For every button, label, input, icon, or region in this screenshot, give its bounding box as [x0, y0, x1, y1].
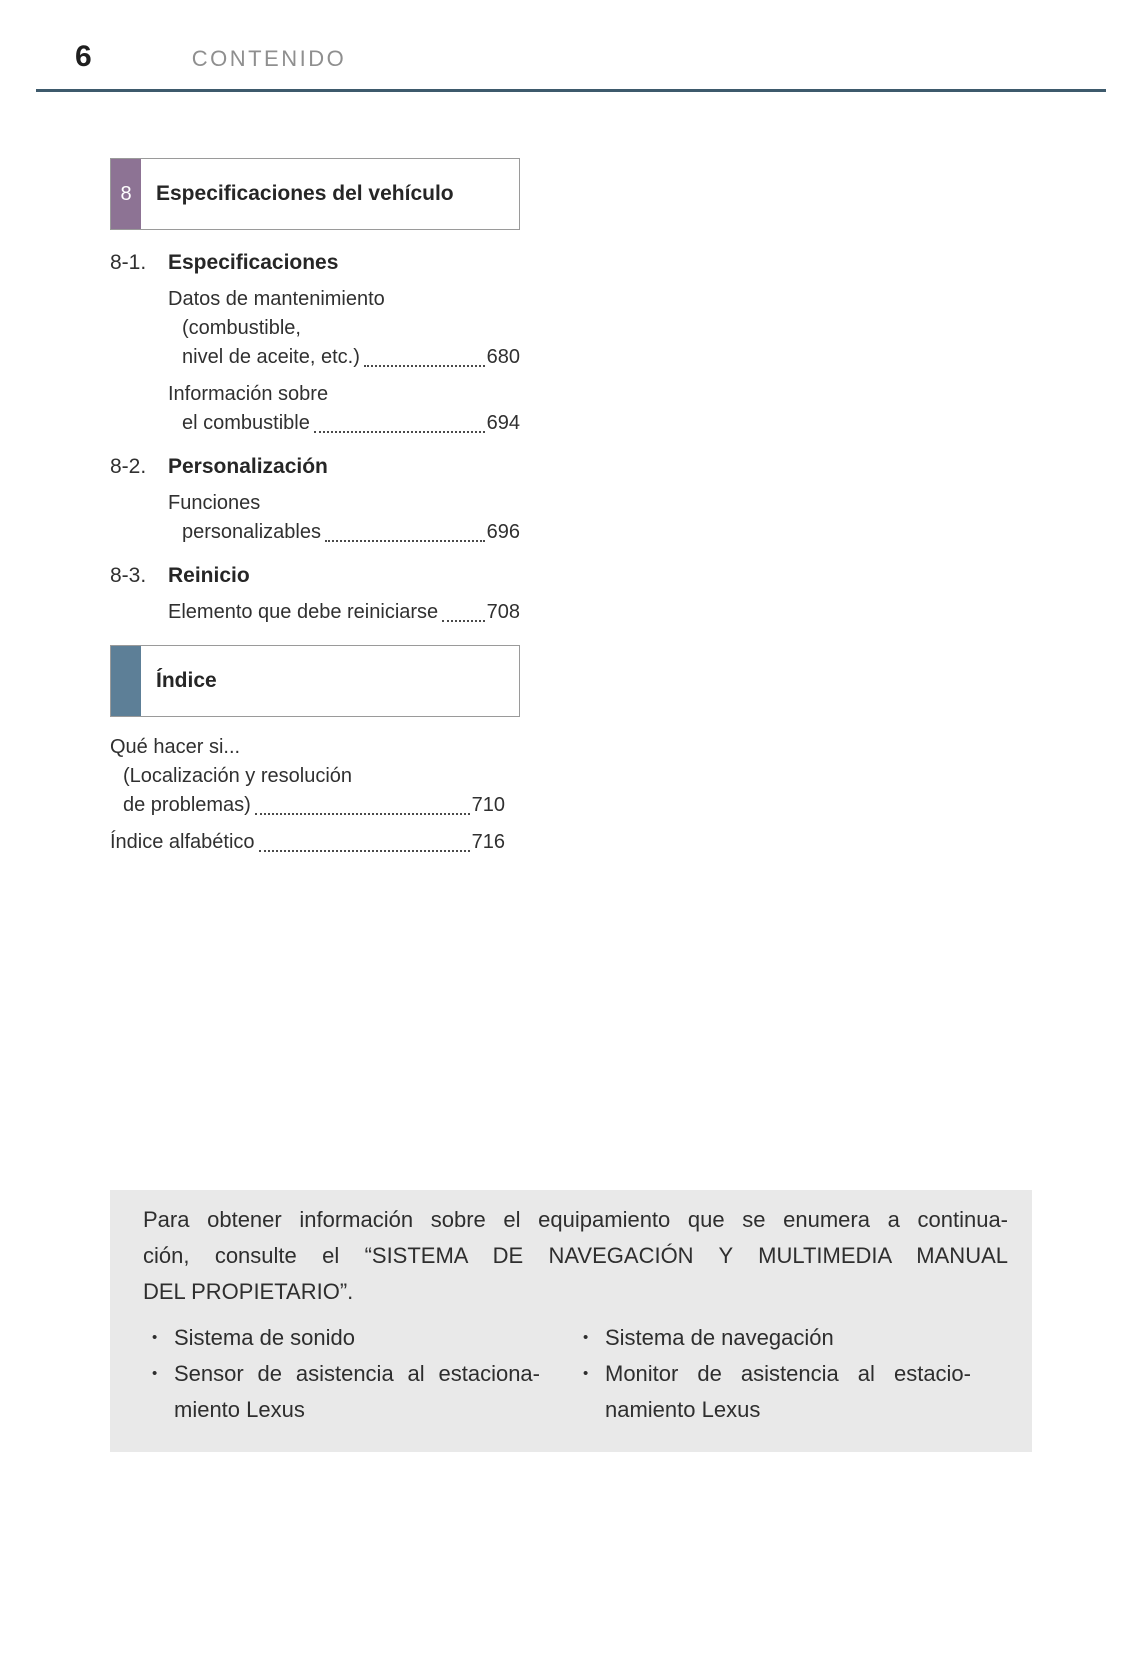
- navigation-note-box: [110, 1190, 1032, 1452]
- note-paragraph: [143, 1202, 1008, 1310]
- group-heading: [110, 561, 520, 590]
- entry-line-with-page: [168, 343, 520, 372]
- bullet-line: namiento Lexus: [605, 1397, 761, 1422]
- chapter-8-box: [110, 158, 520, 230]
- toc-group-8-2: [110, 452, 520, 547]
- header-rule: [36, 89, 1106, 92]
- entry-page-number: 694: [486, 412, 520, 434]
- entry-page-number: 710: [471, 794, 505, 816]
- bullet-text: [174, 1356, 540, 1428]
- entry-line: Datos de mantenimiento: [168, 288, 385, 310]
- group-heading: [110, 452, 520, 481]
- group-title: Personalización: [168, 455, 328, 478]
- group-number: 8-3.: [110, 564, 147, 587]
- bullet-text: [605, 1356, 971, 1428]
- bullet-icon: •: [152, 1329, 158, 1346]
- bullet-item: [583, 1320, 971, 1356]
- bullet-icon: •: [583, 1329, 589, 1346]
- entry-page-number: 716: [471, 831, 505, 853]
- entry-line: (Localización y resolución: [123, 765, 353, 787]
- entry-page-number: 696: [486, 521, 520, 543]
- bullet-list-right: [583, 1320, 971, 1428]
- group-heading: [110, 248, 520, 277]
- note-line: ción, consulte el “SISTEMA DE NAVEGACIÓN Y MULTIMEDIA MANUAL: [143, 1243, 1008, 1268]
- entry-text: Elemento que debe reiniciarse: [168, 601, 439, 623]
- index-title: Índice: [156, 669, 217, 692]
- bullet-item: [152, 1320, 540, 1356]
- toc-column: [110, 158, 520, 857]
- group-number: 8-1.: [110, 251, 147, 274]
- entry-page-number: 708: [486, 601, 520, 623]
- entry-page-number: 680: [486, 346, 520, 368]
- toc-entry: [168, 285, 520, 372]
- index-color-tab: [111, 646, 141, 716]
- toc-entry: [168, 598, 520, 627]
- entry-text: nivel de aceite, etc.): [182, 346, 360, 368]
- entry-line: Qué hacer si...: [110, 736, 241, 758]
- entry-text: personalizables: [182, 521, 321, 543]
- bullet-list-left: [152, 1320, 540, 1428]
- toc-group-8-1: [110, 248, 520, 438]
- bullet-line: Sistema de sonido: [174, 1325, 355, 1350]
- page-header: [0, 0, 1142, 74]
- bullet-line: Monitor de asistencia al estacio-: [605, 1361, 971, 1386]
- entry-line-with-page: [168, 518, 520, 547]
- bullet-item: [152, 1356, 540, 1428]
- bullet-text: [174, 1320, 540, 1356]
- toc-entry: [168, 380, 520, 438]
- toc-group-8-3: [110, 561, 520, 627]
- entry-line-with-page: [110, 791, 505, 820]
- group-title: Especificaciones: [168, 251, 339, 274]
- contents-heading: CONTENIDO: [191, 46, 347, 71]
- entry-text: Índice alfabético: [110, 831, 255, 853]
- entry-line: (combustible,: [182, 317, 301, 339]
- note-line: Para obtener información sobre el equipamiento que se enumera a continua-: [143, 1207, 1008, 1232]
- group-number: 8-2.: [110, 455, 147, 478]
- dot-leader: [314, 431, 485, 433]
- dot-leader: [442, 620, 484, 622]
- chapter-title: Especificaciones del vehículo: [156, 182, 454, 205]
- chapter-number-tab: 8: [111, 159, 141, 229]
- bullet-icon: •: [152, 1365, 158, 1382]
- entry-text: el combustible: [182, 412, 310, 434]
- dot-leader: [255, 813, 470, 815]
- entry-line-with-page: [168, 598, 520, 627]
- dot-leader: [364, 365, 485, 367]
- entry-line: Funciones: [168, 492, 261, 514]
- index-entry: [110, 828, 505, 857]
- group-title: Reinicio: [168, 564, 250, 587]
- dot-leader: [259, 850, 470, 852]
- index-entries: [110, 733, 505, 857]
- note-line: DEL PROPIETARIO”.: [143, 1279, 354, 1304]
- bullet-icon: •: [583, 1365, 589, 1382]
- bullet-line: Sistema de navegación: [605, 1325, 834, 1350]
- entry-line-with-page: [110, 828, 505, 857]
- page-number: 6: [75, 40, 92, 73]
- entry-line: Información sobre: [168, 383, 329, 405]
- index-box: [110, 645, 520, 717]
- bullet-text: [605, 1320, 971, 1356]
- toc-entry: [168, 489, 520, 547]
- bullet-item: [583, 1356, 971, 1428]
- dot-leader: [325, 540, 485, 542]
- index-entry: [110, 733, 505, 820]
- bullet-line: miento Lexus: [174, 1397, 305, 1422]
- equipment-bullet-lists: [143, 1320, 1008, 1428]
- bullet-line: Sensor de asistencia al estaciona-: [174, 1361, 540, 1386]
- entry-line-with-page: [168, 409, 520, 438]
- entry-text: de problemas): [123, 794, 251, 816]
